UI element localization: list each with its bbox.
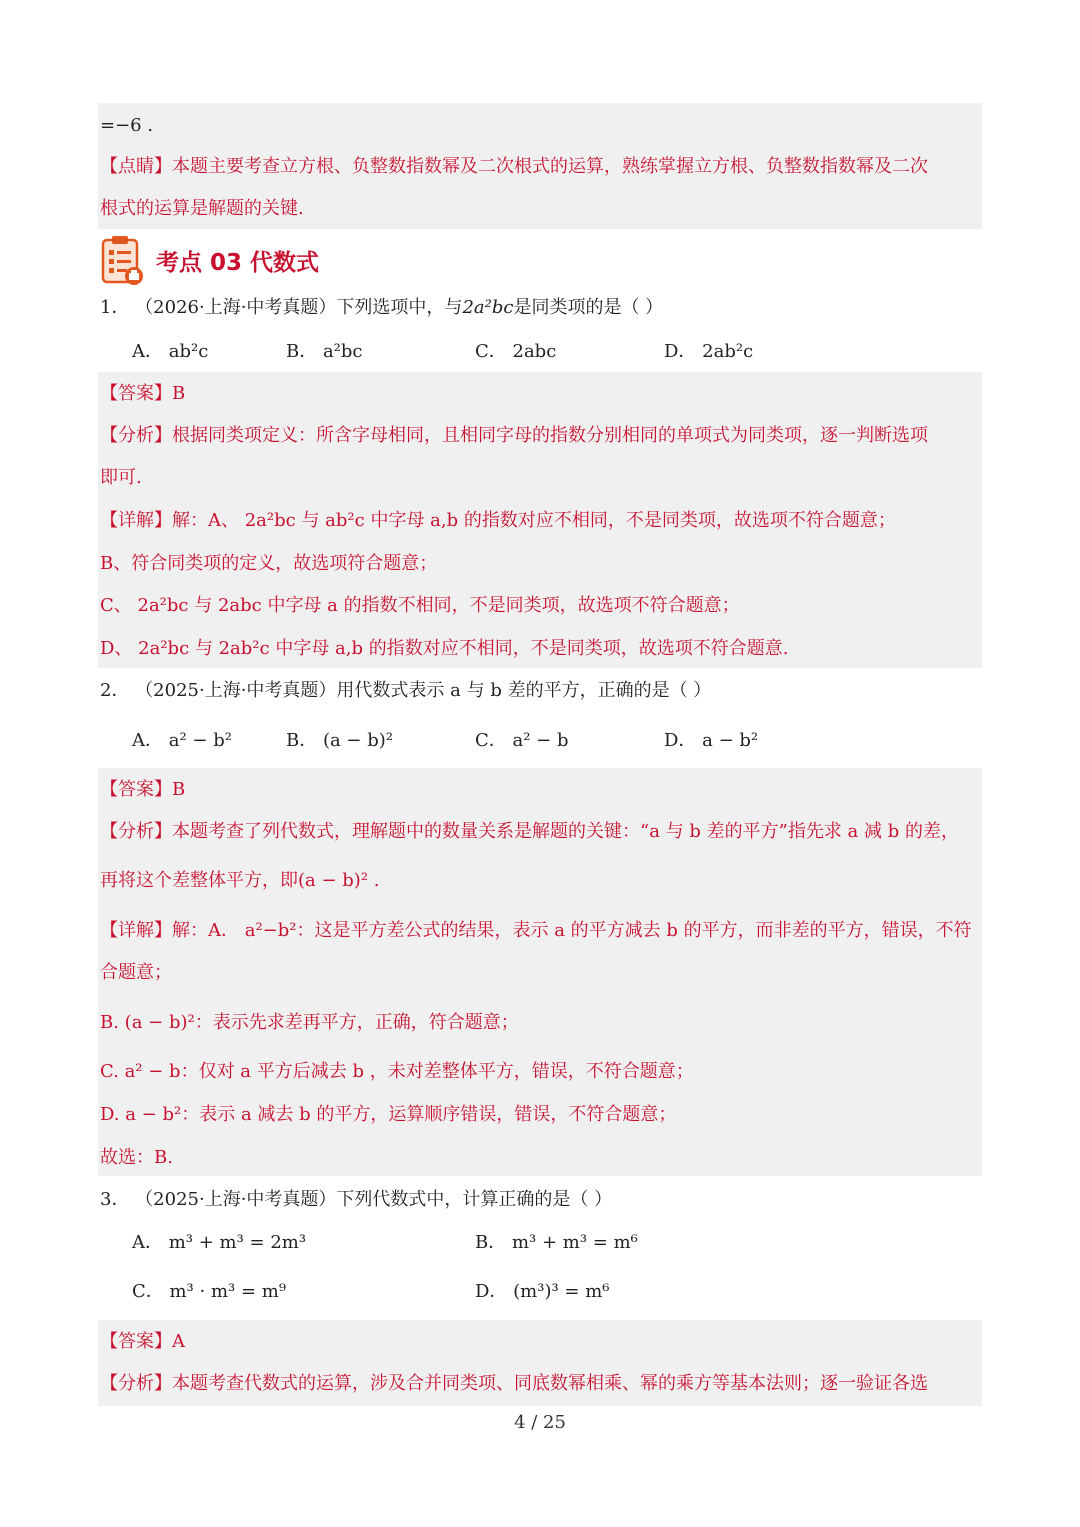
q1-option-d: D． 2ab²c — [664, 341, 754, 362]
q2-stem: 2． （2025·上海·中考真题）用代数式表示 a 与 b 差的平方，正确的是（ ） — [100, 680, 712, 701]
section-heading — [100, 234, 319, 286]
q2-detail-5: D. a − b²：表示 a 减去 b 的平方，运算顺序错误，错误，不符合题意； — [100, 1104, 677, 1125]
q2-option-c: C． a² − b — [475, 730, 569, 751]
q3-analysis-tag: 【分析】 — [100, 1373, 172, 1394]
q1-detail-3: C、 2a²bc 与 2abc 中字母 a 的指数不相同，不是同类项，故选项不符合题意； — [100, 595, 740, 616]
q1-analysis-text: 根据同类项定义：所含字母相同，且相同字母的指数分别相同的单项式为同类项，逐一判断选项 — [172, 425, 928, 446]
q3-option-d: D． (m³)³ = m⁶ — [475, 1281, 610, 1302]
q1-option-c: C． 2abc — [475, 341, 557, 362]
comment-tag: 【点睛】 — [100, 156, 172, 177]
q2-detail-6: 故选：B. — [100, 1147, 173, 1168]
q2-analysis-tag: 【分析】 — [100, 821, 172, 842]
q1-answer: 【答案】B — [100, 383, 186, 404]
q2-option-d: D． a − b² — [664, 730, 759, 751]
q3-analysis-text: 本题考查代数式的运算，涉及合并同类项、同底数幂相乘、幂的乘方等基本法则；逐一验证各选 — [172, 1373, 928, 1394]
q1-option-b: B． a²bc — [286, 341, 363, 362]
q2-detail — [100, 919, 982, 943]
comment-text: 本题主要考查立方根、负整数指数幂及二次根式的运算，熟练掌握立方根、负整数指数幂及二次 — [172, 156, 928, 177]
page-number: 4 / 25 — [514, 1412, 566, 1433]
comment-line-2: 根式的运算是解题的关键. — [100, 198, 304, 219]
q1-stem — [100, 296, 982, 320]
q1-detail-tag: 【详解】 — [100, 510, 172, 531]
clipboard-checklist-icon — [100, 234, 146, 286]
q3-answer: 【答案】A — [100, 1331, 185, 1352]
q1-detail-2: B、符合同类项的定义，故选项符合题意； — [100, 553, 438, 574]
q1-detail-text: 解：A、 2a²bc 与 ab²c 中字母 a,b 的指数对应不相同，不是同类项，故选项不符合题意； — [172, 510, 896, 531]
q1-analysis — [100, 424, 982, 448]
q1-detail — [100, 509, 982, 533]
q1-stem-prefix: 1． （2026·上海·中考真题）下列选项中，与 — [100, 297, 463, 318]
q1-detail-4: D、 2a²bc 与 2ab²c 中字母 a,b 的指数对应不相同，不是同类项，故选项不符合题意. — [100, 638, 789, 659]
q3-option-c: C． m³ · m³ = m⁹ — [132, 1281, 287, 1302]
comment-line — [100, 155, 982, 179]
q2-detail-2: 合题意； — [100, 962, 172, 983]
q3-option-b: B． m³ + m³ = m⁶ — [475, 1232, 638, 1253]
q1-stem-suffix: 是同类项的是（ ） — [513, 297, 664, 318]
q2-answer: 【答案】B — [100, 779, 186, 800]
q3-analysis — [100, 1372, 982, 1396]
q2-detail-4: C. a² − b：仅对 a 平方后减去 b ，未对差整体平方，错误，不符合题意； — [100, 1061, 694, 1082]
q3-option-a: A． m³ + m³ = 2m³ — [132, 1232, 307, 1253]
q2-detail-3: B. (a − b)²：表示先求差再平方，正确，符合题意； — [100, 1012, 519, 1033]
q2-detail-text: 解：A． a²−b²：这是平方差公式的结果，表示 a 的平方减去 b 的平方，而非差的平方，错误，不符 — [172, 920, 972, 941]
q1-stem-math: 2a²bc — [462, 297, 514, 318]
q3-stem: 3． （2025·上海·中考真题）下列代数式中，计算正确的是（ ） — [100, 1189, 613, 1210]
q1-option-a: A． ab²c — [132, 341, 209, 362]
q2-option-a: A． a² − b² — [132, 730, 232, 751]
q2-detail-tag: 【详解】 — [100, 920, 172, 941]
section-title: 考点 03 代数式 — [156, 249, 320, 276]
q2-analysis-text: 本题考查了列代数式，理解题中的数量关系是解题的关键：“a 与 b 差的平方”指先求 a 减 b 的差， — [172, 821, 959, 842]
q1-analysis-tag: 【分析】 — [100, 425, 172, 446]
q1-analysis-2: 即可. — [100, 467, 142, 488]
q2-analysis — [100, 820, 982, 844]
previous-result: =−6 . — [100, 115, 154, 136]
q2-option-b: B． (a − b)² — [286, 730, 393, 751]
q2-analysis-2: 再将这个差整体平方，即(a − b)² . — [100, 870, 380, 891]
